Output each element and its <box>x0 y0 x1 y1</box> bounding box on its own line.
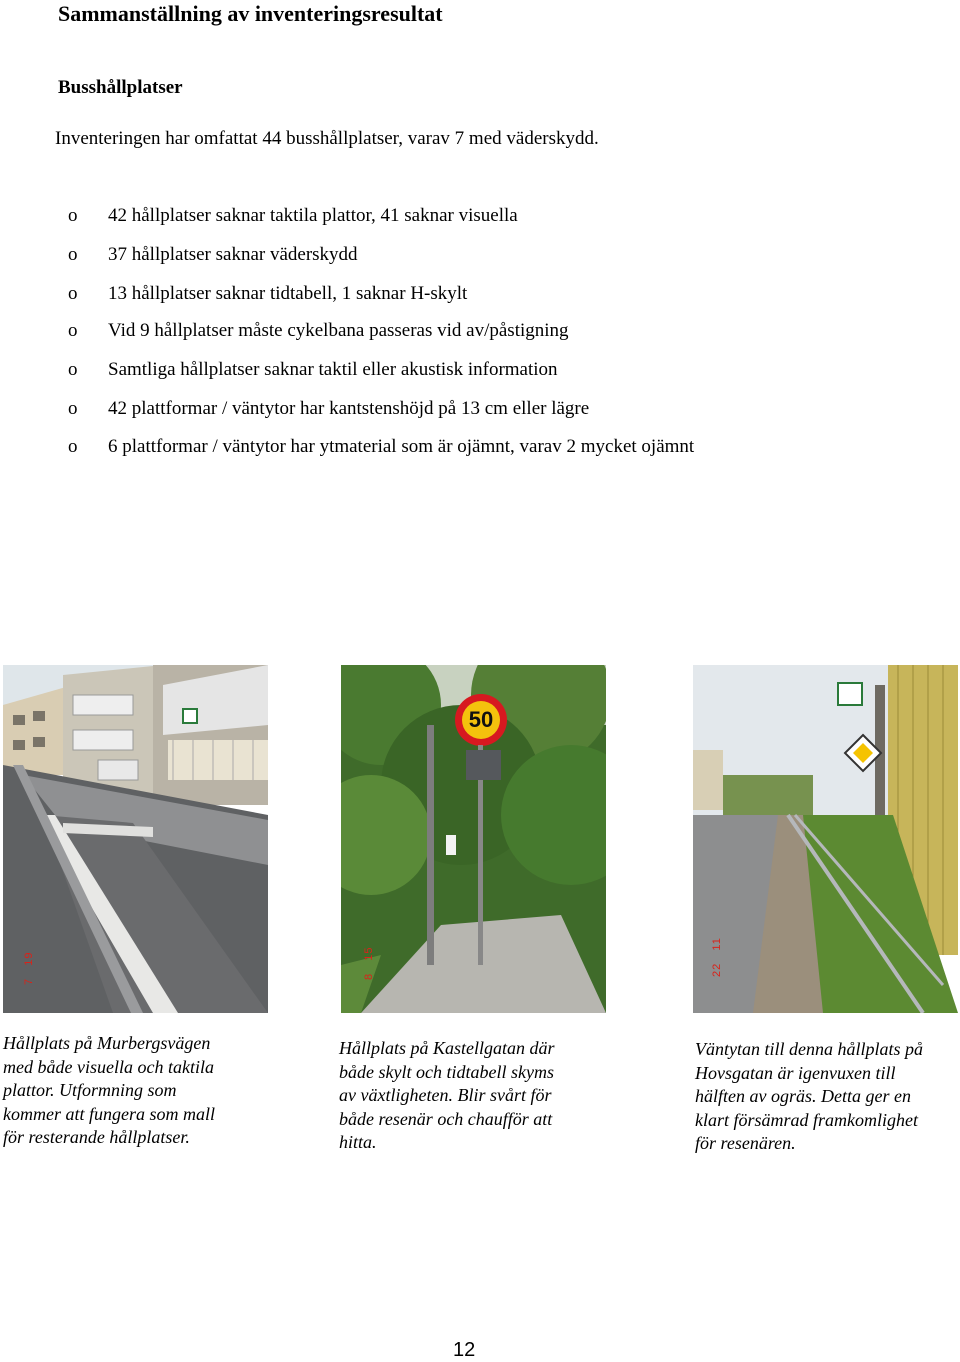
caption-line: hälften av ogräs. Detta ger en <box>695 1086 911 1106</box>
page-heading: Sammanställning av inventeringsresultat <box>58 1 443 26</box>
photo-caption-kastellgatan <box>339 1037 555 1155</box>
page-number: 12 <box>453 1339 476 1361</box>
section-heading: Busshållplatser <box>58 77 183 98</box>
list-item <box>0 281 900 307</box>
photo-hovsgatan <box>693 665 958 1013</box>
list-item <box>0 357 900 383</box>
list-item-text: 13 hållplatser saknar tidtabell, 1 saknar H-skylt <box>108 283 468 304</box>
caption-line: Väntytan till denna hållplats på <box>695 1039 923 1059</box>
photo-caption-hovsgatan <box>695 1038 923 1156</box>
bullet-marker: o <box>68 205 78 226</box>
caption-line: för resenären. <box>695 1133 796 1153</box>
list-item-text: Vid 9 hållplatser måste cykelbana passeras vid av/påstigning <box>108 320 569 341</box>
caption-line: Hållplats på Kastellgatan där <box>339 1038 555 1058</box>
date-stamp: 8 15 <box>363 946 375 980</box>
bullet-marker: o <box>68 359 78 380</box>
caption-line: Hållplats på Murbergsvägen <box>3 1033 211 1053</box>
caption-line: både resenär och chaufför att <box>339 1108 553 1129</box>
photo-caption-murbergsvagen <box>3 1032 215 1150</box>
date-stamp: 7 19 <box>23 951 35 985</box>
list-item <box>0 396 900 422</box>
speed-sign-text: 50 <box>468 707 494 732</box>
caption-line: Hovsgatan är igenvuxen till <box>695 1062 896 1083</box>
list-item-text: 42 hållplatser saknar taktila plattor, 41 saknar visuella <box>108 205 518 226</box>
list-item-text: 6 plattformar / väntytor har ytmaterial som är ojämnt, varav 2 mycket ojämnt <box>108 436 695 457</box>
bullet-marker: o <box>68 398 78 419</box>
list-item <box>0 434 900 460</box>
list-item-text: 37 hållplatser saknar väderskydd <box>108 244 358 265</box>
caption-line: med både visuella och taktila <box>3 1056 214 1077</box>
caption-line: både skylt och tidtabell skyms <box>339 1061 554 1082</box>
bullet-marker: o <box>68 436 78 457</box>
date-stamp: 22 11 <box>711 937 723 977</box>
list-item-text: Samtliga hållplatser saknar taktil eller akustisk information <box>108 359 558 380</box>
caption-line: klart försämrad framkomlighet <box>695 1109 918 1130</box>
photo-murbergsvagen <box>3 665 268 1013</box>
bus-stop-scene <box>3 665 268 1013</box>
list-item <box>0 318 900 344</box>
bullet-marker: o <box>68 283 78 304</box>
caption-line: av växtligheten. Blir svårt för <box>339 1085 552 1105</box>
bus-stop-scene <box>693 665 958 1013</box>
caption-line: plattor. Utformning som <box>3 1080 177 1100</box>
bullet-marker: o <box>68 320 78 341</box>
intro-paragraph: Inventeringen har omfattat 44 busshållplatser, varav 7 med väderskydd. <box>55 128 599 149</box>
list-item <box>0 203 900 229</box>
list-item <box>0 242 900 268</box>
list-item-text: 42 plattformar / väntytor har kantstenshöjd på 13 cm eller lägre <box>108 398 590 419</box>
caption-line: för resterande hållplatser. <box>3 1127 190 1147</box>
caption-line: kommer att fungera som mall <box>3 1103 215 1124</box>
bullet-marker: o <box>68 244 78 265</box>
photo-kastellgatan <box>341 665 606 1013</box>
caption-line: hitta. <box>339 1132 377 1152</box>
